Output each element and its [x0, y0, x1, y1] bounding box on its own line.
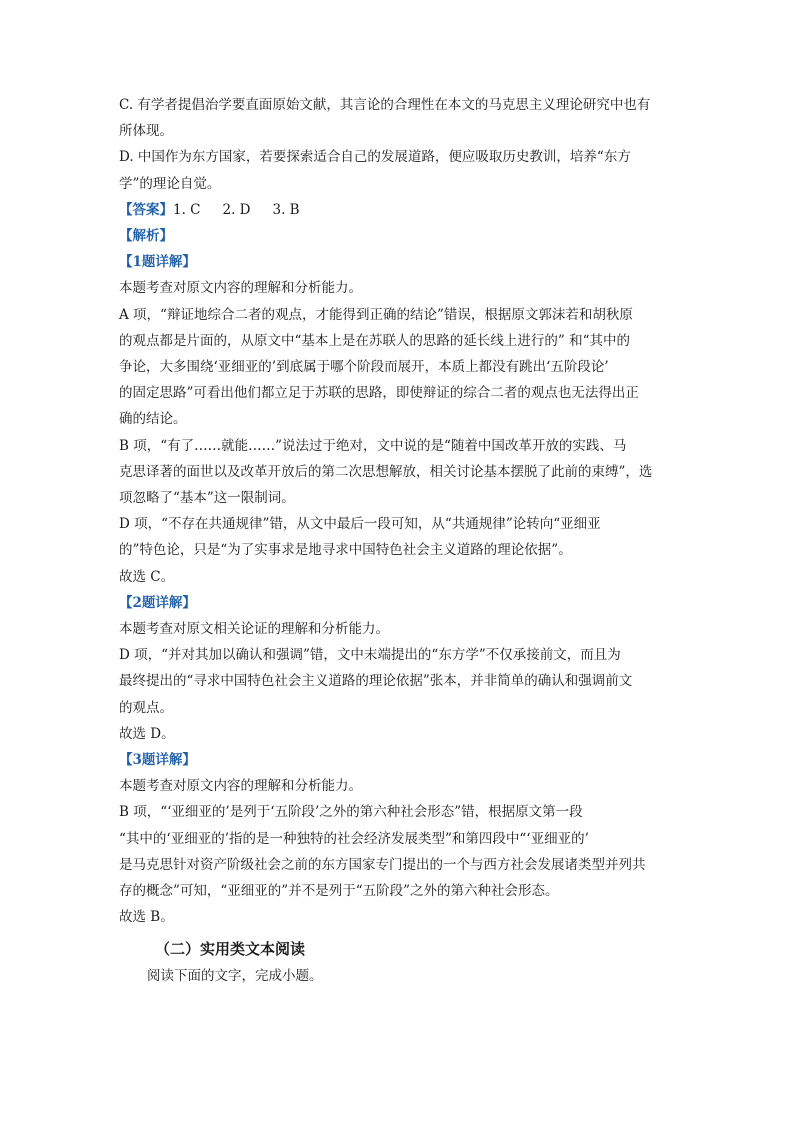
section-instruction: 阅读下面的文字，完成小题。 [147, 967, 323, 984]
analysis-tag: 【解析】 [119, 228, 173, 245]
option-d-line-1: D. 中国作为东方国家，若要探索适合自己的发展道路，便应吸取历史教训，培养“东方 [119, 149, 631, 166]
answer-1: 1. C [173, 201, 201, 218]
q1-d-line: D 项，“不存在共通规律”错，从文中最后一段可知，从“共通规律”论转向“亚细亚 [119, 516, 601, 533]
q2-d-line: 最终提出的“寻求中国特色社会主义道路的理论依据”张本，并非简单的确认和强调前文 [119, 673, 633, 690]
section-title: （二）实用类文本阅读 [155, 939, 306, 958]
q2-d-line: 的观点。 [119, 699, 173, 716]
q2-tag: 【2题详解】 [119, 594, 196, 611]
q3-tag: 【3题详解】 [119, 752, 196, 769]
q1-d-line: 的”特色论，只是“为了实事求是地寻求中国特色社会主义道路的理论依据”。 [119, 542, 572, 559]
q1-tag-line [119, 249, 679, 275]
q1-intro: 本题考查对原文内容的理解和分析能力。 [119, 280, 362, 297]
q1-a-line: 的观点都是片面的，从原文中“基本上是在苏联人的思路的延长线上进行的” 和“其中的 [119, 332, 630, 349]
q1-a-line: 争论，大多围绕‘亚细亚的’到底属于哪个阶段而展开，本质上都没有跳出‘五阶段论’ [119, 359, 609, 376]
q1-b-line: 项忽略了“基本”这一限制词。 [119, 490, 295, 507]
q2-tag-line [119, 590, 679, 616]
q2-d-line: D 项，“并对其加以确认和强调”错，文中末端提出的“东方学”不仅承接前文，而且为 [119, 647, 621, 664]
answer-tag: 【答案】 [119, 201, 173, 218]
q3-b-line: 存的概念”可知，“亚细亚的”并不是列于“五阶段”之外的第六种社会形态。 [119, 883, 559, 900]
q1-b-line: B 项，“有了……就能……”说法过于绝对，文中说的是“随着中国改革开放的实践、马 [119, 437, 627, 454]
q1-a-line: 确的结论。 [119, 411, 187, 428]
document-body [119, 92, 679, 989]
answer-line [119, 197, 679, 223]
q3-tag-line [119, 747, 679, 773]
option-c-line-2: 所体现。 [119, 123, 173, 140]
q1-tag: 【1题详解】 [119, 254, 196, 271]
q1-b-line: 克思译著的面世以及改革开放后的第二次思想解放，相关讨论基本摆脱了此前的束缚”，选 [119, 463, 653, 480]
q1-a-line: 的固定思路”可看出他们都立足于苏联的思路，即使辩证的综合二者的观点也无法得出正 [119, 385, 639, 402]
answer-3: 3. B [272, 201, 300, 218]
answer-2: 2. D [222, 201, 251, 218]
q2-conclusion: 故选 D。 [119, 725, 175, 742]
q1-conclusion: 故选 C。 [119, 568, 175, 585]
q1-a-line: A 项，“辩证地综合二者的观点，才能得到正确的结论”错误，根据原文郭沫若和胡秋原 [119, 306, 633, 323]
q3-b-line: 是马克思针对资产阶级社会之前的东方国家专门提出的一个与西方社会发展诸类型并列共 [119, 856, 646, 873]
q3-conclusion: 故选 B。 [119, 909, 174, 926]
option-d-line-2: 学”的理论自觉。 [119, 175, 221, 192]
q3-b-line: B 项，“‘亚细亚的’是列于‘五阶段’之外的第六种社会形态”错，根据原文第一段 [119, 804, 583, 821]
q3-b-line: “其中的‘亚细亚的’指的是一种独特的社会经济发展类型”和第四段中“‘亚细亚的’ [119, 830, 589, 847]
option-c-line-1: C. 有学者提倡治学要直面原始文献，其言论的合理性在本文的马克思主义理论研究中也有 [119, 97, 651, 113]
q2-intro: 本题考查对原文相关论证的理解和分析能力。 [119, 621, 389, 638]
q3-intro: 本题考查对原文内容的理解和分析能力。 [119, 778, 362, 795]
